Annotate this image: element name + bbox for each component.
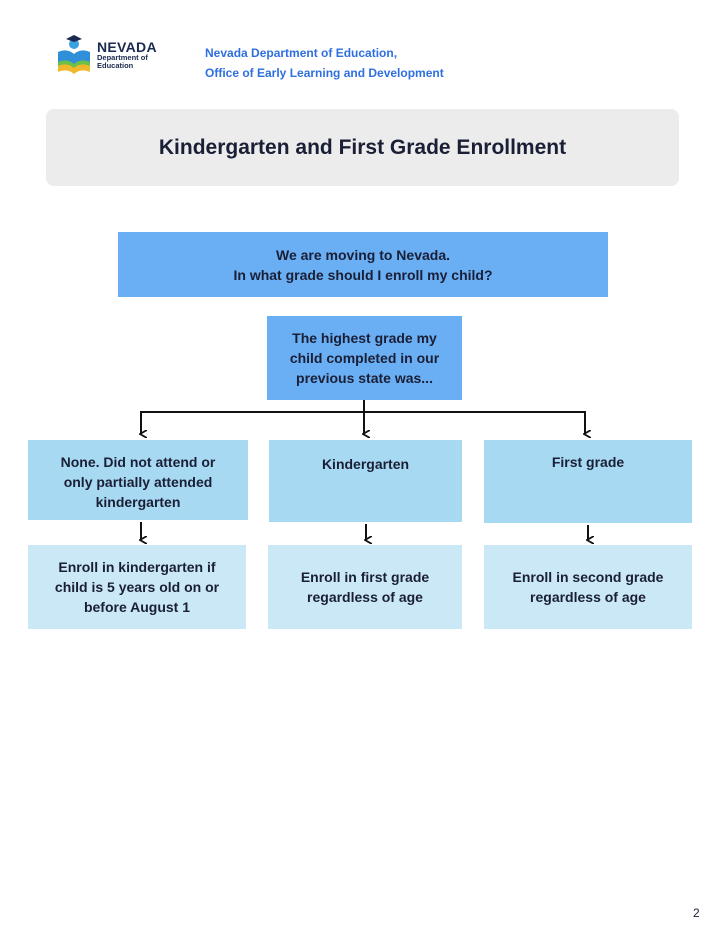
prompt-line2: child completed in our — [289, 350, 440, 366]
result-1-line1: Enroll in kindergarten if — [58, 559, 216, 575]
logo-sub-line1: Department of — [97, 53, 148, 62]
option-box-first-grade — [484, 440, 692, 523]
result-3-line2: regardless of age — [530, 589, 646, 605]
prompt-line3: previous state was... — [296, 370, 433, 386]
result-2-line1: Enroll in first grade — [300, 569, 430, 585]
prompt-line1: The highest grade my — [292, 330, 437, 346]
org-line1: Nevada Department of Education, — [205, 46, 398, 60]
result-3-line1: Enroll in second grade — [512, 569, 664, 585]
option-kindergarten-line1: Kindergarten — [321, 456, 410, 472]
prompt-box — [267, 316, 462, 400]
option-none-line2: only partially attended — [63, 474, 213, 490]
logo-name: NEVADA — [97, 39, 157, 55]
option-none-line1: None. Did not attend or — [60, 454, 216, 470]
result-2-line2: regardless of age — [307, 589, 423, 605]
result-box-kindergarten — [28, 545, 246, 629]
question-line1: We are moving to Nevada. — [275, 246, 450, 263]
result-1-line2: child is 5 years old on or — [54, 579, 220, 595]
option-box-kindergarten — [269, 440, 462, 522]
result-box-first-grade — [268, 545, 462, 629]
question-box — [118, 232, 608, 297]
logo-sub-line2: Education — [97, 61, 134, 70]
org-line2: Office of Early Learning and Development — [205, 66, 444, 80]
page-title: Kindergarten and First Grade Enrollment — [158, 135, 567, 159]
option-box-none — [28, 440, 248, 520]
option-first-grade-line1: First grade — [551, 454, 625, 470]
option-none-line3: kindergarten — [95, 494, 181, 510]
page-number: 2 — [693, 906, 700, 920]
result-1-line3: before August 1 — [83, 599, 191, 615]
question-line2: In what grade should I enroll my child? — [233, 266, 493, 283]
result-box-second-grade — [484, 545, 692, 629]
